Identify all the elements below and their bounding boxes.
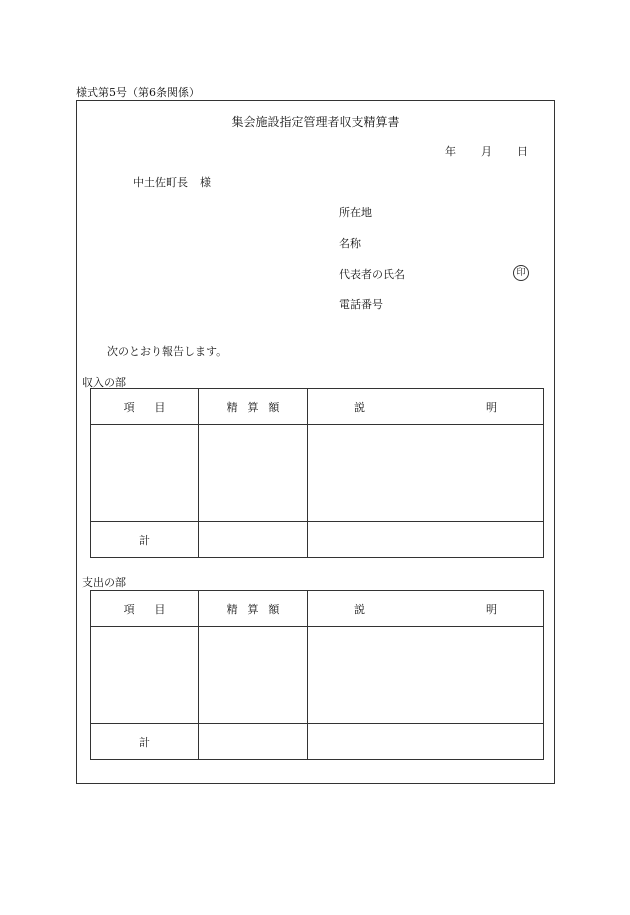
income-amount-cell[interactable]	[199, 425, 308, 522]
expense-amount-cell[interactable]	[199, 627, 308, 724]
form-number: 様式第5号（第6条関係）	[76, 86, 200, 99]
expense-header-amount: 精算額	[199, 591, 308, 627]
addressee	[133, 174, 211, 190]
expense-header-desc-right: 明	[486, 602, 497, 616]
income-header-amount: 精算額	[199, 389, 308, 425]
income-header-row	[91, 389, 544, 425]
expense-total-amount-cell[interactable]	[199, 724, 308, 760]
addressee-name: 中土佐町長	[133, 176, 188, 189]
income-item-cell[interactable]	[91, 425, 199, 522]
income-total-label: 計	[91, 522, 199, 558]
date-month-label: 月	[481, 145, 492, 158]
seal-mark-icon: 印	[513, 265, 529, 281]
income-section-label: 収入の部	[82, 376, 126, 389]
income-body-row	[91, 425, 544, 522]
income-header-item: 項目	[91, 389, 199, 425]
expense-total-label: 計	[91, 724, 199, 760]
phone-label: 電話番号	[339, 298, 383, 311]
income-header-desc-left: 説	[354, 400, 365, 414]
income-description-cell[interactable]	[308, 425, 544, 522]
date-year-label: 年	[445, 145, 456, 158]
expense-item-cell[interactable]	[91, 627, 199, 724]
income-header-desc-right: 明	[486, 400, 497, 414]
report-text: 次のとおり報告します。	[107, 345, 228, 358]
income-total-amount-cell[interactable]	[199, 522, 308, 558]
income-total-description-cell[interactable]	[308, 522, 544, 558]
addressee-honorific: 様	[200, 176, 211, 189]
address-label: 所在地	[339, 206, 372, 219]
expense-header-description	[308, 591, 544, 627]
expense-header-item: 項目	[91, 591, 199, 627]
expense-section-label: 支出の部	[82, 576, 126, 589]
expense-total-description-cell[interactable]	[308, 724, 544, 760]
name-label: 名称	[339, 237, 361, 250]
date-day-label: 日	[517, 145, 528, 158]
expense-header-row	[91, 591, 544, 627]
expense-description-cell[interactable]	[308, 627, 544, 724]
representative-label: 代表者の氏名	[339, 268, 405, 281]
income-total-row	[91, 522, 544, 558]
income-header-description	[308, 389, 544, 425]
expense-table	[90, 590, 544, 760]
document-title: 集会施設指定管理者収支精算書	[231, 115, 400, 129]
form-frame	[76, 100, 555, 784]
expense-header-desc-left: 説	[354, 602, 365, 616]
expense-body-row	[91, 627, 544, 724]
income-table	[90, 388, 544, 558]
expense-total-row	[91, 724, 544, 760]
